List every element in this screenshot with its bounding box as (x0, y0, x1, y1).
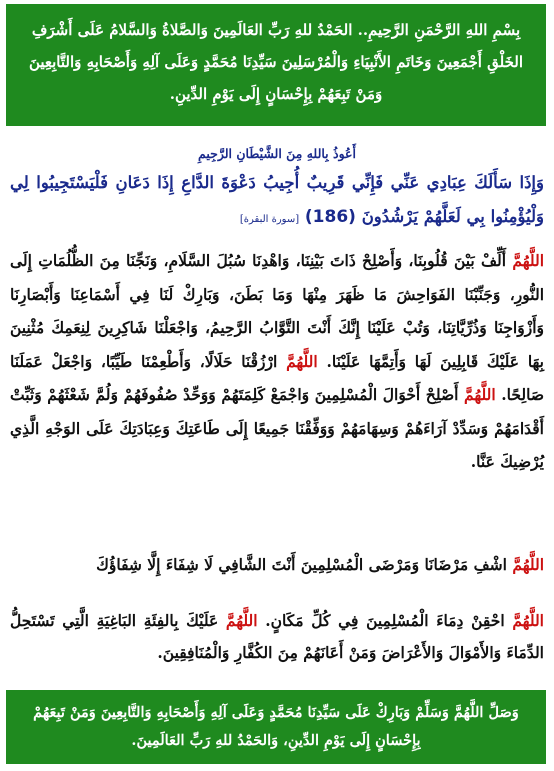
dua-text: عَلَيْكَ بِالفِئَةِ البَاغِيَةِ الَّتِي تَسْتَحِلُّ الدِّمَاءَ وَالأَمْوَالَ وَالأَعْرَاضَ وَمَنْ أَعَانَهُمْ مِنَ الكُفَّارِ وَالْمُنَافِقِينَ. (10, 611, 544, 662)
quran-verse (10, 166, 544, 237)
verse-reference: [سورة البقرة] (239, 214, 300, 225)
dua-text: أَصْلِحْ أَحْوَالَ الْمُسْلِمِينَ وَاجْمَعْ كَلِمَتَهُمْ وَوَحِّدْ صُفُوفَهُمْ وَلُمَّ شَعْثَهُمْ وَثَبِّتْ أَقْدَامَهُمْ وَسَدِّدْ آرَاءَهُمْ وَسِهَامَهُمْ وَوَفِّقْنَا جَمِيعًا إِلَى طَاعَتِكَ وَعِبَادَتِكَ عَلَى الوَجْهِ الَّذِي يُرْضِيكَ عَنَّا. (10, 385, 544, 471)
dua-paragraph-1 (10, 244, 544, 479)
dua-text: احْقِنْ دِمَاءَ الْمُسْلِمِينَ فِي كُلِّ مَكَانٍ. (265, 611, 505, 630)
dua-text: اشْفِ مَرْضَانَا وَمَرْضَى الْمُسْلِمِينَ أَنْتَ الشَّافِي لَا شِفَاءَ إِلَّا شِفَاؤُكَ (96, 555, 507, 574)
dua-paragraph-2 (10, 550, 544, 580)
verse-number: (186) (304, 207, 356, 227)
allahumma-label: اللَّهُمَّ (464, 385, 496, 404)
opening-text: بِسْمِ اللهِ الرَّحْمَنِ الرَّحِيمِ.. الحَمْدُ للهِ رَبِّ العَالَمِينَ وَالصَّلاةُ وَالسَّلامُ عَلَى أَشْرَفِ الخَلْقِ أَجْمَعِينَ وَخَاتَمِ الأَنْبِيَاءِ وَالْمُرْسَلِينَ سَيِّدِنَا مُحَمَّدٍ وَعَلَى آلِهِ وَأَصْحَابِهِ وَالتَّابِعِينَ وَمَنْ تَبِعَهُمْ بِإِحْسَانٍ إِلَى يَوْمِ الدِّينِ. (28, 21, 524, 103)
allahumma-label: اللَّهُمَّ (512, 251, 544, 270)
dua-paragraph-3 (10, 605, 544, 669)
opening-banner (6, 4, 546, 126)
dua-text: أَلِّفْ بَيْنَ قُلُوبِنَا، وَأَصْلِحْ ذَاتَ بَيْنِنَا، وَاهْدِنَا سُبُلَ السَّلَامِ، وَنَجِّنَا مِنَ الظُّلُمَاتِ إِلَى النُّورِ، وَجَنِّبْنَا الفَوَاحِشَ مَا ظَهَرَ مِنْهَا وَمَا بَطَنَ، وَبَارِكْ لَنَا فِي أَسْمَاعِنَا وَأَبْصَارِنَا وَأَزْوَاجِنَا وَذُرِّيَّاتِنَا، وَتُبْ عَلَيْنَا إِنَّكَ أَنْتَ التَّوَّابُ الرَّحِيمُ، وَاجْعَلْنَا شَاكِرِينَ لِنِعَمِكَ مُثْنِينَ بِهَا عَلَيْكَ قَابِلِينَ لَهَا وَأَتِمَّهَا عَلَيْنَا. (10, 251, 544, 371)
dua-text: ارْزُقْنَا حَلَالًا، وَأَطْعِمْنَا طَيِّبًا، وَاجْعَلْ عَمَلَنَا صَالِحًا. (10, 351, 544, 404)
closing-text: وَصَلِّ اللَّهُمَّ وَسَلِّمْ وَبَارِكْ عَلَى سَيِّدِنَا مُحَمَّدٍ وَعَلَى آلِهِ وَأَصْحَابِهِ وَالتَّابِعِينَ وَمَنْ تَبِعَهُمْ بِإِحْسَانٍ إِلَى يَوْمِ الدِّينِ، وَالحَمْدُ للهِ رَبِّ العَالَمِينَ. (33, 704, 519, 749)
allahumma-label: اللَّهُمَّ (512, 611, 544, 630)
closing-banner (6, 690, 546, 764)
allahumma-label: اللَّهُمَّ (286, 351, 318, 371)
isti3adha-line: أَعُوذُ بِاللهِ مِنَ الشَّيْطَانِ الرَّجِيمِ (198, 146, 356, 161)
verse-text: وَإِذَا سَأَلَكَ عِبَادِي عَنِّي فَإِنِّي قَرِيبٌ أُجِيبُ دَعْوَةَ الدَّاعِ إِذَا دَعَانِ فَلْيَسْتَجِيبُوا لِي وَلْيُؤْمِنُوا بِي لَعَلَّهُمْ يَرْشُدُونَ (10, 173, 544, 226)
allahumma-label: اللَّهُمَّ (225, 611, 258, 630)
allahumma-label: اللَّهُمَّ (512, 555, 544, 574)
